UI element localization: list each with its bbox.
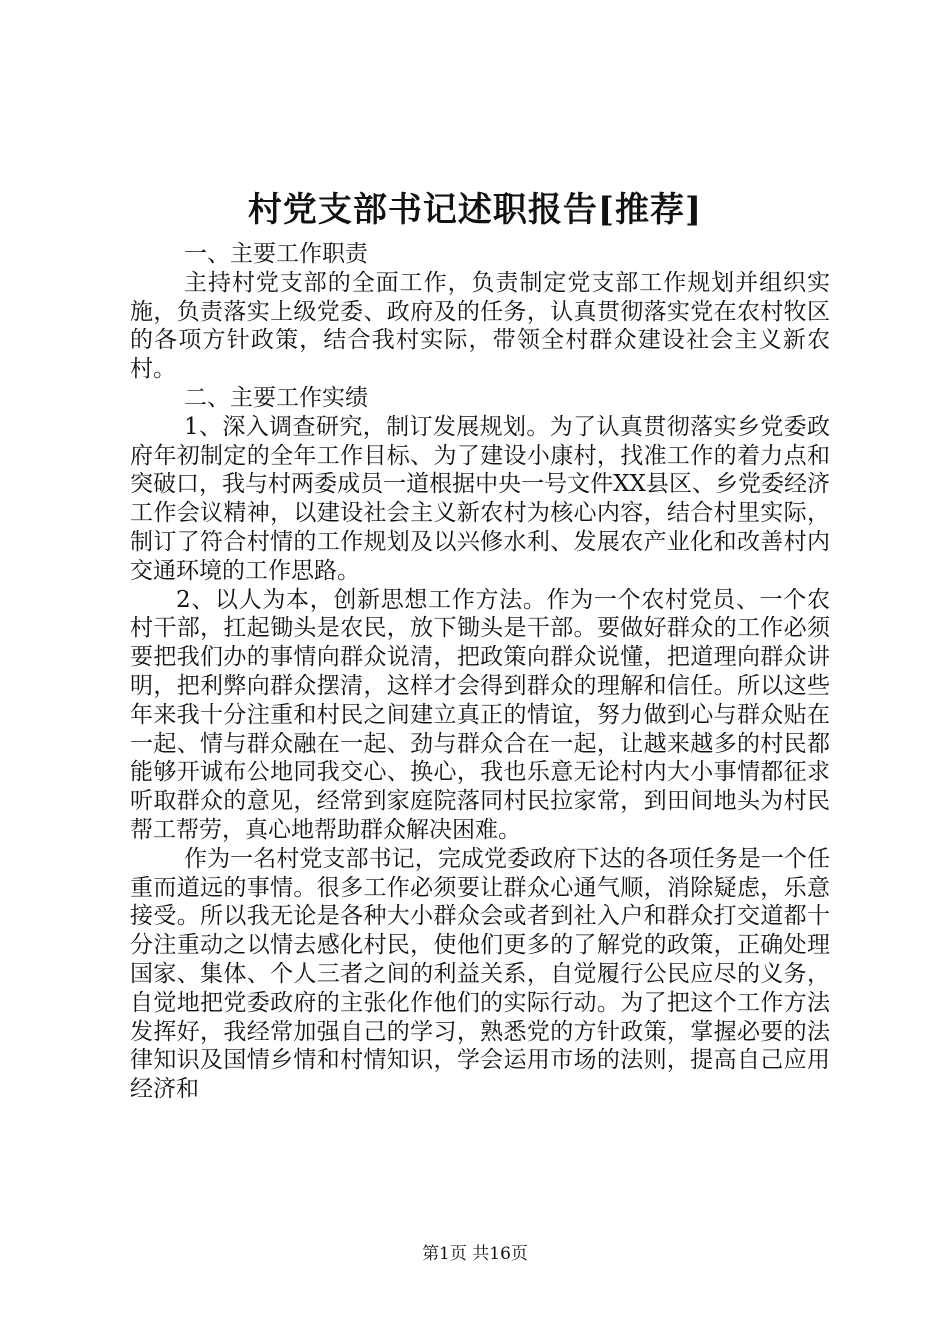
document-title: 村党支部书记述职报告[推荐] <box>247 190 703 230</box>
paragraph-secretary-role: 作为一名村党支部书记，完成党委政府下达的各项任务是一个任重而道远的事情。很多工作必须要让群众心通气顺，消除疑虑，乐意接受。所以我无论是各种大小群众会或者到社入户和群众打交道都十分注重动之以情去感化村民，使他们更多的了解党的政策，正确处理国家、集体、个人三者之间的利益关系，自觉履行公民应尽的义务，自觉地把党委政府的主张化作他们的实际行动。为了把这个工作方法发挥好，我经常加强自己的学习，熟悉党的方针政策，掌握必要的法律知识及国情乡情和村情知识，学会运用市场的法则，提高自己应用经济和 <box>130 845 830 1103</box>
section-heading-1: 一、主要工作职责 <box>184 241 368 267</box>
paragraph-achievement-2: 2、以人为本，创新思想工作方法。作为一个农村党员、一个农村干部，扛起锄头是农民，放下锄头是干部。要做好群众的工作必须要把我们办的事情向群众说清，把政策向群众说懂，把道理向群众讲明，把利弊向群众摆清，这样才会得到群众的理解和信任。所以这些年来我十分注重和村民之间建立真正的情谊，努力做到心与群众贴在一起、情与群众融在一起、劲与群众合在一起，让越来越多的村民都能够开诚布公地同我交心、换心，我也乐意无论村内大小事情都征求听取群众的意见，经常到家庭院落同村民拉家常，到田间地头为村民帮工帮劳，真心地帮助群众解决困难。 <box>130 586 830 843</box>
paragraph-achievement-1: 1、深入调查研究，制订发展规划。为了认真贯彻落实乡党委政府年初制定的全年工作目标、为了建设小康村，找准工作的着力点和突破口，我与村两委成员一道根据中央一号文件XX县区、乡党委经济工作会议精神，以建设社会主义新农村为核心内容，结合村里实际，制订了符合村情的工作规划及以兴修水利、发展农产业化和改善村内交通环境的工作思路。 <box>130 413 830 584</box>
section-heading-2: 二、主要工作实绩 <box>184 384 368 411</box>
document-body <box>130 240 830 1104</box>
page-number-footer: 第1页 共16页 <box>422 1244 528 1264</box>
paragraph-responsibilities: 主持村党支部的全面工作，负责制定党支部工作规划并组织实施，负责落实上级党委、政府及的任务，认真贯彻落实党在农村牧区的各项方针政策，结合我村实际，带领全村群众建设社会主义新农村。 <box>130 269 830 383</box>
